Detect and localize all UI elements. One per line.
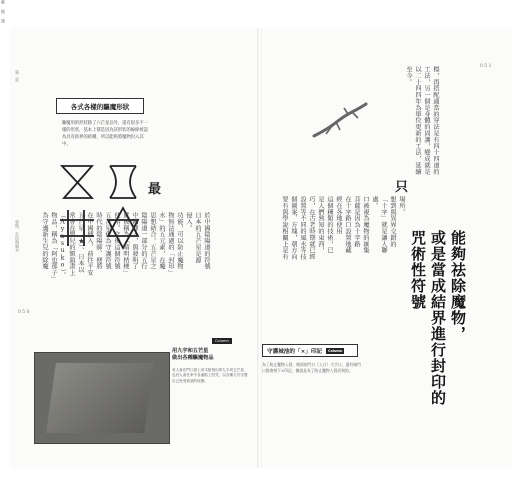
headline-col-3: 咒術性符號 (409, 230, 427, 310)
castle-box-label: Column (328, 348, 343, 353)
castle-box-title: 守護城池的「×」印記 Column (262, 344, 358, 357)
curved-diamond-shape (110, 166, 136, 198)
shapes-intro-text: 驅魔用的形狀除了六芒星以外，還有很多不一樣的形狀，基本上都是因為該形狀的線條被認為具有結界的結構，所以能夠將魔物封入其中。 (62, 121, 148, 147)
right-body-text: 場所。 想到與異界交錯的 「十字」就是讓人聯 處。 口被視為魔物的匯集 菩薩是因為十字路 在十字路口設置地藏 經在各地使用 這個種類的技術，已 是人們熟知的東西， 巧，在古老時期就已經 設置等不同的風水等技 個圖案、方塊，朝方向 要有與學說相關上是有 (281, 196, 405, 260)
headline-col-2: 或是當成結界進行封印的 (429, 230, 447, 406)
headline-col-1: 能夠祛除魔物， (449, 230, 467, 342)
shapes-box-title: 各式各樣的驅魔形狀 (56, 98, 144, 114)
hourglass-shape (62, 166, 92, 198)
column-body: 有人會在門口掛上用木板刻出的九字或五芒星，也有人會在家中各處貼上符咒，以各種方式守護自己免受邪惡的侵擾。 (172, 368, 248, 383)
castle-box-body: 為了防止魔物入侵，城郭的門口（入口）大手口，還有城門口都會刻下×印記，據說是為了防止魔物入侵而刻的。 (262, 362, 361, 373)
page-number-right: 0 5 1 (480, 64, 492, 69)
heading-char: 最 (148, 182, 162, 197)
author-mark: 蘇 帳 簿 (1, 0, 6, 24)
left-body-text: 於中國陰陽道的符號 日本的五芒星是源 侵入。 功能，可以防止魔物 物無法通過的「封印」 水」的五元素，在魔 思想結合。五芒星之 陰陽道一部分的五行 中國傳入，與發明了 就被稱為「晴明桔梗」 使用。之後這個符號 五芒星作為守護符號 時代的陰陽師、便將 在中國傳入、前往平安 五芒星（★）、日本以 常會在嬰兒的額頭畫上 （Ayasuko）。 物品，稱為「阿也那子」 為守護新生兒的除魔 (41, 212, 210, 283)
chapter-tab: 第二章 (15, 70, 20, 82)
chapter-subtitle: 事物、生活與風水 (15, 220, 20, 252)
column-title: 用九字和五芒星 做出各種驅魔物品 (172, 348, 214, 361)
page-number-left: 0 5 0 (18, 310, 30, 315)
right-top-text: 標，再搭配適當的穿法是有四十四道的工法，另一個是身體的固護，變成就是以二十四四年為單位更新的工法，延續至今。 (405, 66, 439, 175)
column-photo (34, 352, 170, 444)
photo-stone-tablet (46, 363, 154, 433)
right-heading-char: 只 (395, 180, 409, 195)
column-label: Column (212, 338, 232, 344)
lizard-icon (310, 100, 370, 144)
